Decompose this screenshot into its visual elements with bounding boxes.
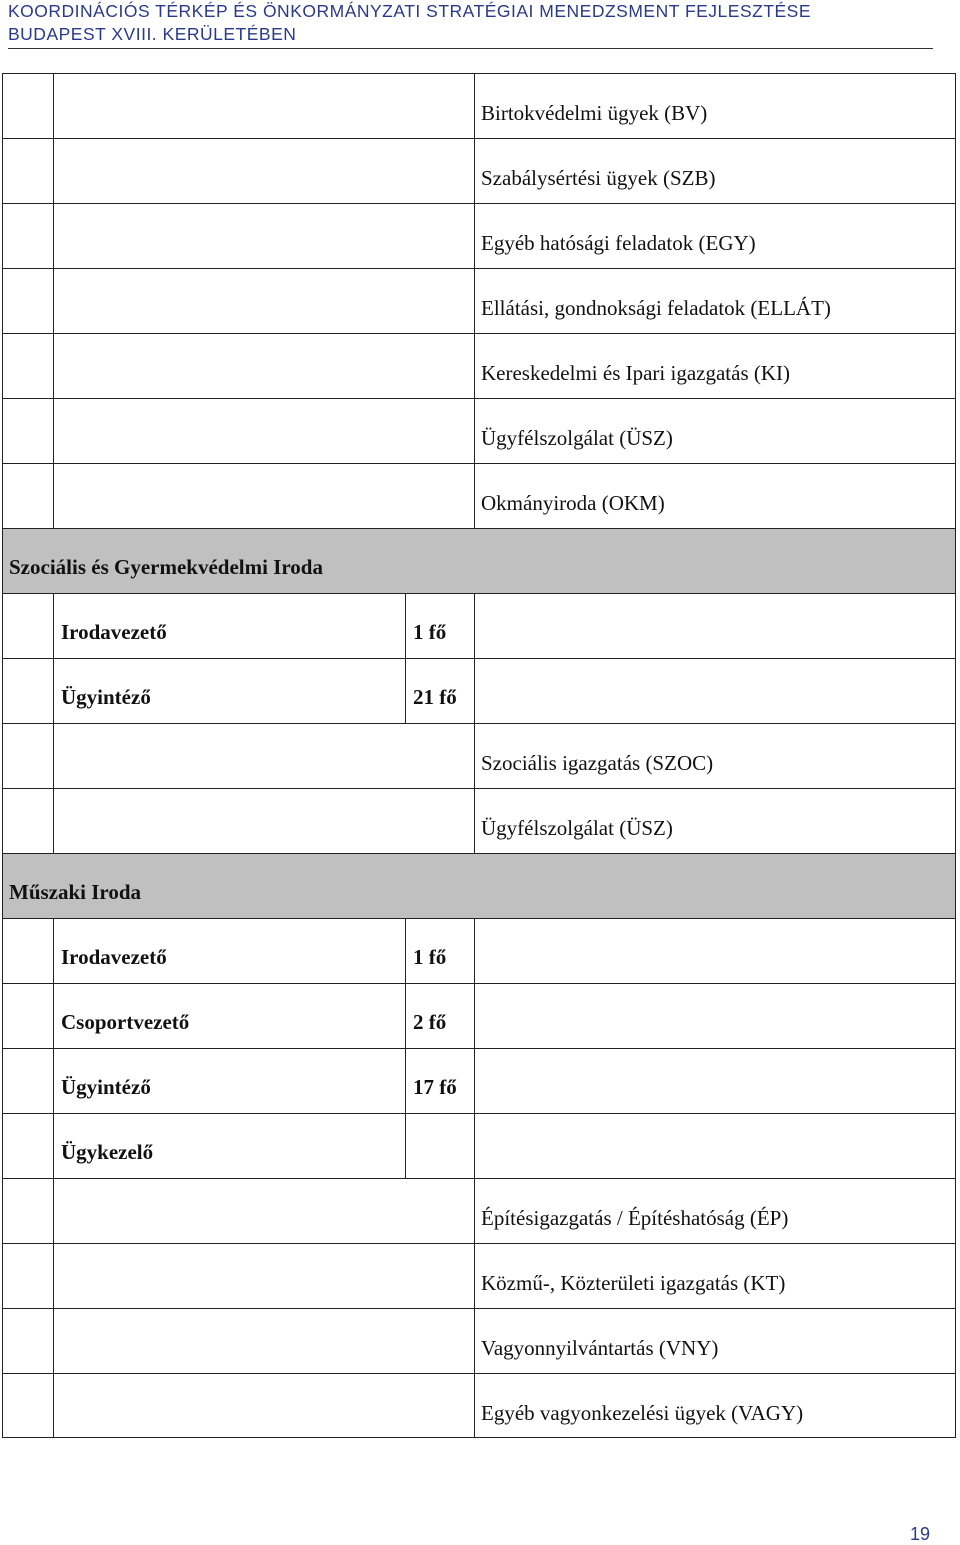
page-number: 19 <box>909 1524 930 1544</box>
subunit-label: Birtokvédelmi ügyek (BV) <box>481 101 708 125</box>
cell-divider <box>53 139 54 203</box>
cell-divider <box>474 594 475 658</box>
subunit-row <box>2 268 956 333</box>
subunit-label: Vagyonnyilvántartás (VNY) <box>481 1336 719 1360</box>
cell-divider <box>53 1244 54 1308</box>
header-title-line-1: KOORDINÁCIÓS TÉRKÉP ÉS ÖNKORMÁNYZATI STRATÉGIAI MENEDZSMENT FEJLESZTÉSE <box>8 1 812 21</box>
staff-row <box>2 658 956 723</box>
cell-divider <box>474 464 475 528</box>
page-header <box>8 0 933 46</box>
staff-row <box>2 983 956 1048</box>
subunit-label: Ügyfélszolgálat (ÜSZ) <box>481 816 673 840</box>
role-label: Ügyintéző <box>61 685 151 709</box>
subunit-label: Építésigazgatás / Építéshatóság (ÉP) <box>481 1206 789 1230</box>
cell-divider <box>53 334 54 398</box>
cell-divider <box>53 269 54 333</box>
section-title: Szociális és Gyermekvédelmi Iroda <box>9 555 323 579</box>
cell-divider <box>53 724 54 788</box>
cell-divider <box>474 1244 475 1308</box>
headcount: 17 fő <box>413 1075 457 1099</box>
subunit-label: Ügyfélszolgálat (ÜSZ) <box>481 426 673 450</box>
cell-divider <box>474 724 475 788</box>
headcount: 1 fő <box>413 620 447 644</box>
cell-divider <box>53 1309 54 1373</box>
cell-divider <box>405 659 406 723</box>
cell-divider <box>53 594 54 658</box>
cell-divider <box>474 334 475 398</box>
cell-divider <box>53 659 54 723</box>
subunit-label: Szabálysértési ügyek (SZB) <box>481 166 716 190</box>
cell-divider <box>474 919 475 983</box>
role-label: Ügykezelő <box>61 1140 154 1164</box>
subunit-row <box>2 1373 956 1438</box>
cell-divider <box>53 1114 54 1178</box>
cell-divider <box>474 984 475 1048</box>
organization-table <box>2 73 956 1438</box>
cell-divider <box>474 139 475 203</box>
cell-divider <box>53 1374 54 1437</box>
cell-divider <box>53 74 54 138</box>
subunit-label: Egyéb hatósági feladatok (EGY) <box>481 231 756 255</box>
role-label: Ügyintéző <box>61 1075 151 1099</box>
subunit-label: Egyéb vagyonkezelési ügyek (VAGY) <box>481 1401 804 1425</box>
cell-divider <box>405 984 406 1048</box>
cell-divider <box>53 919 54 983</box>
subunit-label: Ellátási, gondnoksági feladatok (ELLÁT) <box>481 296 831 320</box>
role-label: Irodavezető <box>61 620 167 644</box>
cell-divider <box>474 1049 475 1113</box>
subunit-label: Kereskedelmi és Ipari igazgatás (KI) <box>481 361 791 385</box>
cell-divider <box>474 74 475 138</box>
cell-divider <box>474 204 475 268</box>
subunit-label: Közmű-, Közterületi igazgatás (KT) <box>481 1271 786 1295</box>
cell-divider <box>474 789 475 853</box>
staff-row <box>2 1113 956 1178</box>
headcount: 1 fő <box>413 945 447 969</box>
cell-divider <box>474 659 475 723</box>
cell-divider <box>474 1309 475 1373</box>
cell-divider <box>405 1049 406 1113</box>
subunit-row <box>2 138 956 203</box>
subunit-row <box>2 788 956 853</box>
cell-divider <box>474 1179 475 1243</box>
section-row <box>2 528 956 593</box>
staff-row <box>2 1048 956 1113</box>
cell-divider <box>53 464 54 528</box>
subunit-row <box>2 723 956 788</box>
staff-row <box>2 593 956 658</box>
section-title: Műszaki Iroda <box>9 880 142 904</box>
role-label: Csoportvezető <box>61 1010 190 1034</box>
subunit-row <box>2 398 956 463</box>
cell-divider <box>53 204 54 268</box>
cell-divider <box>405 919 406 983</box>
cell-divider <box>405 594 406 658</box>
role-label: Irodavezető <box>61 945 167 969</box>
staff-row <box>2 918 956 983</box>
subunit-row <box>2 333 956 398</box>
subunit-row <box>2 203 956 268</box>
cell-divider <box>53 399 54 463</box>
headcount: 2 fő <box>413 1010 447 1034</box>
subunit-row <box>2 1243 956 1308</box>
cell-divider <box>53 1179 54 1243</box>
subunit-label: Okmányiroda (OKM) <box>481 491 665 515</box>
cell-divider <box>474 1114 475 1178</box>
subunit-row <box>2 1178 956 1243</box>
cell-divider <box>474 269 475 333</box>
header-title-line-2: BUDAPEST XVIII. KERÜLETÉBEN <box>8 24 297 44</box>
cell-divider <box>53 789 54 853</box>
subunit-row <box>2 73 956 138</box>
headcount: 21 fő <box>413 685 457 709</box>
subunit-row <box>2 463 956 528</box>
cell-divider <box>474 399 475 463</box>
cell-divider <box>53 1049 54 1113</box>
subunit-label: Szociális igazgatás (SZOC) <box>481 751 714 775</box>
subunit-row <box>2 1308 956 1373</box>
cell-divider <box>53 984 54 1048</box>
cell-divider <box>405 1114 406 1178</box>
header-rule <box>8 48 933 49</box>
cell-divider <box>474 1374 475 1437</box>
section-row <box>2 853 956 918</box>
